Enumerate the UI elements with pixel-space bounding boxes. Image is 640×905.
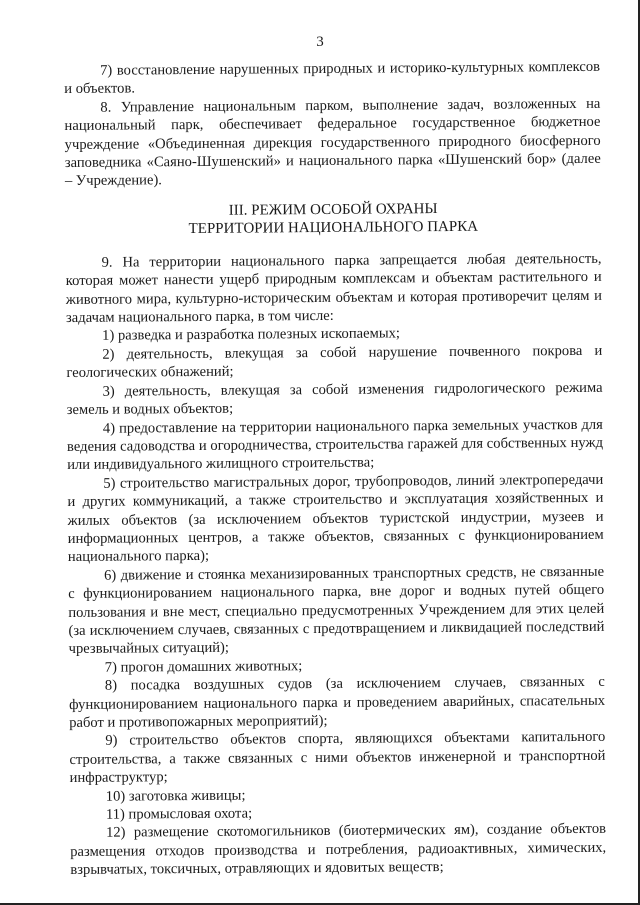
list-item-2: 2) деятельность, влекущая за собой нарушение почвенного покрова и геологических обнажений; xyxy=(66,342,603,382)
section-heading xyxy=(65,199,601,239)
document-body xyxy=(64,58,606,880)
section-heading-line-2: ТЕРРИТОРИИ НАЦИОНАЛЬНОГО ПАРКА xyxy=(188,218,479,237)
list-item-3: 3) деятельность, влекущая за собой изменения гидрологического режима земель и водных объектов; xyxy=(66,379,603,419)
paragraph-8-management: 8. Управление национальным парком, выполнение задач, возложенных на национальный парк, обеспечивает федеральное государственное бюджетное учреждение «Объединенная дирекция государственного природного биосферного заповедника «Саяно-Шушенский» и национального парка «Шушенский бор» (далее – Учреждение). xyxy=(64,95,601,190)
page-number: 3 xyxy=(316,34,324,50)
list-item-6: 6) движение и стоянка механизированных транспортных средств, не связанные с функционированием национального парка, вне дорог и водных путей общего пользования и вне мест, специально предусмотренных Учреждением для этих целей (за исключением случаев, связанных с предотвращением и ликвидацией последствий чрезвычайных ситуаций); xyxy=(68,563,605,658)
list-item-1: 1) разведка и разработка полезных ископаемых; xyxy=(102,325,401,345)
list-item-12: 12) размещение скотомогильников (биотермических ям), создание объектов размещения отходов производства и потребления, радиоактивных, химических, взрывчатых, токсичных, отравляющих и ядовитых веществ; xyxy=(70,821,607,879)
paragraph-9-intro: 9. На территории национального парка запрещается любая деятельность, которая может нанести ущерб природным комплексам и объектам растительного и животного мира, культурно-историческим объектам и которая противоречит целям и задачам национального парка, в том числе: xyxy=(65,250,602,327)
list-item-4: 4) предоставление на территории национального парка земельных участков для ведения садоводства и огородничества, строительства гаражей для собственных нужд или индивидуального жилищного строительства; xyxy=(66,416,604,474)
list-item-5: 5) строительство магистральных дорог, трубопроводов, линий электропередачи и других коммуникаций, а также строительство и эксплуатация хозяйственных и жилых объектов (за исключением объектов туристской индустрии, музеев и информационных центров, а также объектов, связанных с функционированием национального парка); xyxy=(67,471,604,566)
list-item-10: 10) заготовка живицы; xyxy=(105,787,246,805)
list-item-11: 11) промысловая охота; xyxy=(105,805,253,823)
paragraph-item-7: 7) восстановление нарушенных природных и историко-культурных комплексов и объектов. xyxy=(64,58,601,98)
list-item-9: 9) строительство объектов спорта, являющихся объектами капитального строительства, а также связанных с ними объектов инженерной и транспортной инфраструктур; xyxy=(69,729,606,787)
list-item-8: 8) посадка воздушных судов (за исключением случаев, связанных с функционированием национального парка и проведением аварийных, спасательных работ и противопожарных мероприятий); xyxy=(68,673,606,731)
section-heading-line-1: III. РЕЖИМ ОСОБОЙ ОХРАНЫ xyxy=(228,200,438,219)
list-item-7: 7) прогон домашних животных; xyxy=(104,657,303,676)
